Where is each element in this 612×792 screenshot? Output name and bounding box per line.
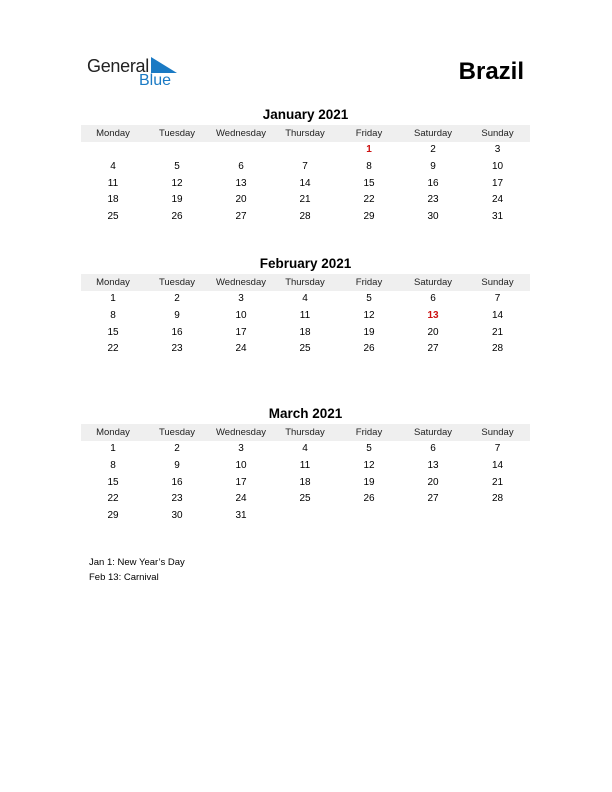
day-cell: 16 <box>171 326 183 338</box>
day-cell: 14 <box>491 309 504 321</box>
day-cell: 4 <box>302 293 308 304</box>
weekday-label: Saturday <box>413 277 453 288</box>
week-row <box>81 491 530 508</box>
day-cell: 13 <box>235 177 247 189</box>
month-calendar <box>81 106 530 226</box>
day-cell: 30 <box>171 510 183 522</box>
day-cell: 28 <box>491 343 504 355</box>
holiday-notes <box>89 555 185 585</box>
day-cell: 18 <box>107 194 119 206</box>
day-cell <box>273 142 337 159</box>
day-cell: 19 <box>171 194 183 206</box>
day-cell: 2 <box>174 293 180 304</box>
month-title: January 2021 <box>262 107 349 122</box>
day-cell: 1 <box>110 443 116 454</box>
day-cell: 8 <box>366 160 372 172</box>
day-cell: 26 <box>363 493 375 505</box>
day-cell: 25 <box>107 211 119 223</box>
month-title: February 2021 <box>259 256 352 271</box>
logo-blue-text: Blue <box>139 72 172 89</box>
day-cell: 25 <box>299 343 311 355</box>
day-cell: 21 <box>491 326 504 338</box>
weekday-label: Friday <box>355 128 383 139</box>
month-calendar <box>81 405 530 525</box>
day-cell: 15 <box>107 326 119 338</box>
day-cell <box>401 508 465 525</box>
day-cell: 8 <box>110 459 116 471</box>
week-row <box>81 142 530 159</box>
month-title: March 2021 <box>268 406 343 421</box>
day-cell: 3 <box>494 144 501 155</box>
weekday-label: Tuesday <box>158 427 196 438</box>
day-cell: 9 <box>430 160 436 172</box>
day-cell: 3 <box>238 443 244 454</box>
day-cell: 4 <box>110 160 116 172</box>
day-cell: 5 <box>366 443 372 454</box>
day-cell: 26 <box>171 211 183 223</box>
day-cell: 5 <box>366 293 372 304</box>
day-cell: 12 <box>363 309 375 321</box>
day-cell: 20 <box>427 326 439 338</box>
day-cell: 1 <box>110 293 116 304</box>
weekday-label: Thursday <box>285 128 325 139</box>
day-cell: 25 <box>299 493 311 505</box>
day-cell <box>465 508 530 525</box>
day-cell: 7 <box>494 443 501 454</box>
week-row <box>81 308 530 325</box>
week-row <box>81 192 530 209</box>
weekday-label: Tuesday <box>158 128 196 139</box>
day-cell: 7 <box>494 293 501 304</box>
day-cell: 6 <box>430 293 436 304</box>
weekday-label: Sunday <box>481 277 514 288</box>
day-cell: 24 <box>491 194 504 206</box>
day-cell: 11 <box>299 459 311 471</box>
weekday-label: Sunday <box>481 128 514 139</box>
day-cell: 16 <box>427 177 439 189</box>
day-cell: 21 <box>491 476 504 488</box>
day-cell: 26 <box>363 343 375 355</box>
day-cell: 28 <box>299 211 311 223</box>
day-cell: 17 <box>491 177 504 189</box>
day-cell: 29 <box>363 211 375 223</box>
day-cell: 23 <box>171 343 183 355</box>
day-cell: 22 <box>363 194 375 206</box>
country-title: Brazil <box>458 58 524 85</box>
day-cell: 23 <box>171 493 183 505</box>
weekday-label: Saturday <box>413 128 453 139</box>
day-cell: 24 <box>235 493 247 505</box>
day-cell: 10 <box>235 309 247 321</box>
day-cell: 22 <box>107 493 119 505</box>
holiday-note: Jan 1: New Year’s Day <box>89 557 185 568</box>
day-cell: 19 <box>363 476 375 488</box>
weekday-label: Sunday <box>481 427 514 438</box>
week-row <box>81 341 530 358</box>
day-cell: 6 <box>430 443 436 454</box>
weekday-label: Saturday <box>413 427 453 438</box>
day-cell: 6 <box>238 160 244 172</box>
holiday-note: Feb 13: Carnival <box>89 572 159 583</box>
day-cell: 17 <box>235 476 247 488</box>
day-cell: 31 <box>235 510 247 522</box>
weekday-label: Thursday <box>285 427 325 438</box>
day-cell: 3 <box>238 293 244 304</box>
weekday-header <box>81 424 530 441</box>
day-cell: 8 <box>110 309 116 321</box>
day-cell: 10 <box>235 459 247 471</box>
day-cell: 5 <box>174 160 180 172</box>
week-row <box>81 475 530 492</box>
weekday-label: Wednesday <box>216 427 266 438</box>
day-cell: 12 <box>171 177 183 189</box>
weekday-label: Monday <box>96 427 130 438</box>
day-cell: 15 <box>107 476 119 488</box>
day-cell <box>81 142 145 159</box>
day-cell: 2 <box>430 144 436 155</box>
week-row <box>81 508 530 525</box>
day-cell: 12 <box>363 459 375 471</box>
day-cell: 4 <box>302 443 308 454</box>
day-cell: 27 <box>235 211 247 223</box>
weekday-label: Tuesday <box>158 277 196 288</box>
day-cell: 11 <box>299 309 311 321</box>
week-row <box>81 325 530 342</box>
week-row <box>81 209 530 226</box>
day-cell: 2 <box>174 443 180 454</box>
weekday-label: Monday <box>96 277 130 288</box>
day-cell: 11 <box>107 177 119 189</box>
day-cell: 30 <box>427 211 439 223</box>
weekday-label: Friday <box>355 427 383 438</box>
day-cell: 17 <box>235 326 247 338</box>
day-cell: 27 <box>427 493 439 505</box>
day-cell: 22 <box>107 343 119 355</box>
day-cell: 13 <box>427 459 439 471</box>
day-cell: 7 <box>302 160 308 172</box>
day-cell <box>273 508 337 525</box>
day-cell <box>209 142 273 159</box>
logo <box>87 56 197 92</box>
day-cell: 14 <box>491 459 504 471</box>
weekday-label: Friday <box>355 277 383 288</box>
week-row <box>81 159 530 176</box>
weekday-label: Monday <box>96 128 130 139</box>
day-cell: 10 <box>491 160 504 172</box>
holiday-day-cell: 13 <box>427 309 439 321</box>
month-calendar <box>81 255 530 358</box>
logo-general-text: General <box>87 56 149 76</box>
day-cell: 28 <box>491 493 504 505</box>
day-cell: 15 <box>363 177 375 189</box>
week-row <box>81 176 530 193</box>
day-cell: 18 <box>299 326 311 338</box>
day-cell: 20 <box>427 476 439 488</box>
weekday-label: Wednesday <box>216 128 266 139</box>
logo-triangle-icon <box>151 57 177 73</box>
week-row <box>81 441 530 458</box>
day-cell: 20 <box>235 194 247 206</box>
holiday-day-cell: 1 <box>366 144 372 155</box>
week-row <box>81 458 530 475</box>
weekday-header <box>81 125 530 142</box>
day-cell: 9 <box>174 309 180 321</box>
day-cell: 23 <box>427 194 439 206</box>
day-cell: 19 <box>363 326 375 338</box>
weekday-label: Wednesday <box>216 277 266 288</box>
day-cell: 21 <box>299 194 311 206</box>
day-cell <box>145 142 209 159</box>
day-cell: 9 <box>174 459 180 471</box>
day-cell: 18 <box>299 476 311 488</box>
weekday-label: Thursday <box>285 277 325 288</box>
day-cell: 14 <box>299 177 311 189</box>
day-cell: 16 <box>171 476 183 488</box>
day-cell: 27 <box>427 343 439 355</box>
day-cell <box>337 508 401 525</box>
weekday-header <box>81 274 530 291</box>
day-cell: 24 <box>235 343 247 355</box>
day-cell: 29 <box>107 510 119 522</box>
day-cell: 31 <box>491 211 504 223</box>
week-row <box>81 291 530 308</box>
